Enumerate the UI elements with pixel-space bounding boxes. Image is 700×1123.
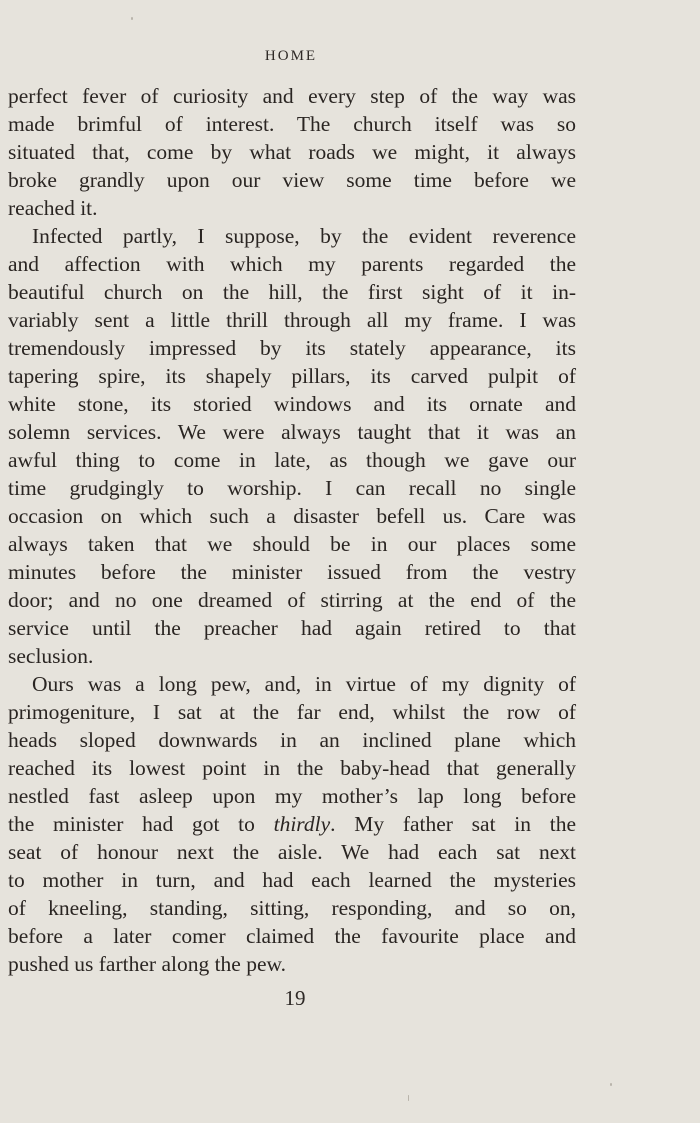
text-line: broke grandly upon our view some time before we: [8, 168, 576, 192]
text-line: minutes before the minister issued from the vestry: [8, 560, 576, 584]
text-line: service until the preacher had again retired to that: [8, 616, 576, 640]
text-line: always taken that we should be in our places some: [8, 532, 576, 556]
text-line: primogeniture, I sat at the far end, whilst the row of: [8, 700, 576, 724]
text-run: . My father sat in the: [330, 812, 577, 836]
running-head: HOME: [264, 48, 318, 64]
text-line: of kneeling, standing, sitting, responding, and so on,: [8, 896, 576, 920]
text-line: to mother in turn, and had each learned the mysteries: [8, 868, 576, 892]
text-line: variably sent a little thrill through all my frame. I was: [8, 308, 576, 332]
text-line: tremendously impressed by its stately appearance, its: [8, 336, 576, 360]
paper-speck: [408, 1095, 409, 1101]
text-line: perfect fever of curiosity and every step of the way was: [8, 84, 576, 108]
body-text: [8, 82, 576, 978]
text-line: Infected partly, I suppose, by the evident reverence: [32, 224, 576, 248]
text-line: solemn services. We were always taught that it was an: [8, 420, 576, 444]
text-line: time grudgingly to worship. I can recall no single: [8, 476, 576, 500]
text-line: seat of honour next the aisle. We had each sat next: [8, 840, 576, 864]
text-line: door; and no one dreamed of stirring at the end of the: [8, 588, 576, 612]
italic-text: thirdly: [273, 812, 331, 836]
paper-speck: [131, 17, 133, 20]
paper-speck: [610, 1083, 612, 1086]
text-line: [8, 810, 576, 838]
text-line: seclusion.: [8, 644, 94, 668]
text-line: white stone, its storied windows and its ornate and: [8, 392, 576, 416]
text-line: tapering spire, its shapely pillars, its carved pulpit of: [8, 364, 576, 388]
text-line: occasion on which such a disaster befell us. Care was: [8, 504, 576, 528]
text-line: reached its lowest point in the baby-head that generally: [8, 756, 576, 780]
text-line: Ours was a long pew, and, in virtue of my dignity of: [32, 672, 576, 696]
text-line: reached it.: [8, 196, 98, 220]
text-line: situated that, come by what roads we might, it always: [8, 140, 576, 164]
text-line: before a later comer claimed the favourite place and: [8, 924, 576, 948]
text-line: made brimful of interest. The church itself was so: [8, 112, 576, 136]
text-line: beautiful church on the hill, the first sight of it in-: [8, 280, 576, 304]
text-line: awful thing to come in late, as though we gave our: [8, 448, 576, 472]
text-run: the minister had got to: [8, 812, 274, 836]
text-line: and affection with which my parents regarded the: [8, 252, 576, 276]
page-number: 19: [284, 986, 306, 1010]
text-line: nestled fast asleep upon my mother’s lap long before: [8, 784, 576, 808]
text-line: heads sloped downwards in an inclined plane which: [8, 728, 576, 752]
text-line: pushed us farther along the pew.: [8, 952, 287, 976]
